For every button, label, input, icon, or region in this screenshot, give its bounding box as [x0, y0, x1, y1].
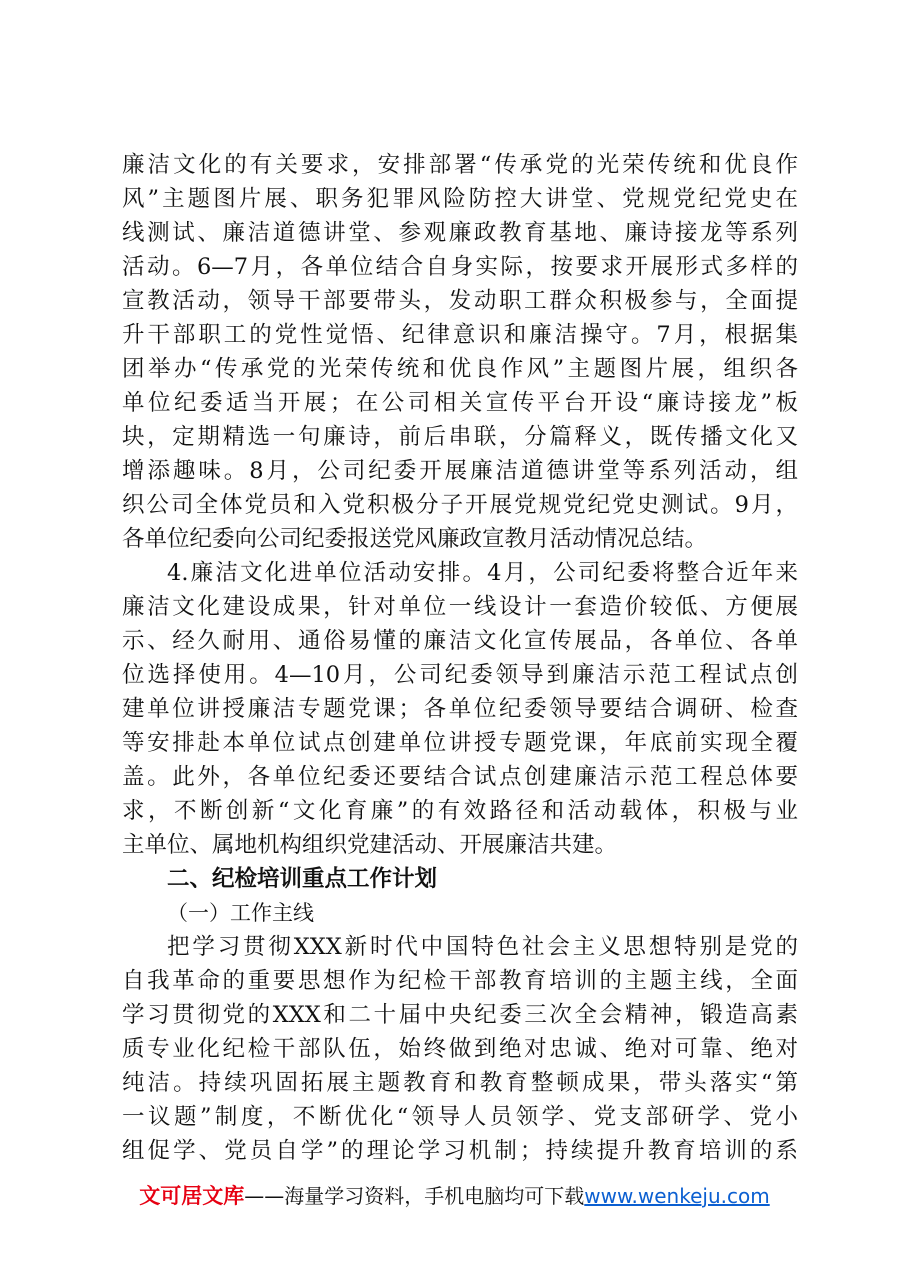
paragraph-line: 团举办“传承党的光荣传统和优良作风”主题图片展，组织各	[122, 356, 798, 382]
paragraph-line: 升干部职工的党性觉悟、纪律意识和廉洁操守。7月，根据集	[122, 322, 798, 348]
paragraph-line: 组促学、党员自学”的理论学习机制；持续提升教育培训的系	[122, 1138, 798, 1164]
paragraph-line: 廉洁文化的有关要求，安排部署“传承党的光荣传统和优良作	[122, 152, 798, 178]
paragraph-line: 4.廉洁文化进单位活动安排。4月，公司纪委将整合近年来	[167, 560, 798, 586]
paragraph-line: 廉洁文化建设成果，针对单位一线设计一套造价较低、方便展	[122, 594, 798, 620]
paragraph-line: 学习贯彻党的XXX和二十届中央纪委三次全会精神，锻造高素	[122, 1002, 798, 1028]
footer-site-link[interactable]: www.wenkeju.com	[584, 1184, 770, 1208]
paragraph-line: 一议题”制度，不断优化“领导人员领学、党支部研学、党小	[122, 1104, 798, 1130]
paragraph-line: 盖。此外，各单位纪委还要结合试点创建廉洁示范工程总体要	[122, 764, 798, 790]
document-body	[122, 148, 798, 1168]
section-heading: 二、纪检培训重点工作计划	[167, 866, 438, 892]
paragraph-line: 风”主题图片展、职务犯罪风险防控大讲堂、党规党纪党史在	[122, 186, 798, 212]
paragraph-line: 把学习贯彻XXX新时代中国特色社会主义思想特别是党的	[167, 934, 798, 960]
paragraph-line: 单位纪委适当开展；在公司相关宣传平台开设“廉诗接龙”板	[122, 390, 798, 416]
paragraph-line: 各单位纪委向公司纪委报送党风廉政宣教月活动情况总结。	[122, 526, 708, 552]
footer-banner	[0, 1182, 909, 1210]
paragraph-line: 块，定期精选一句廉诗，前后串联，分篇释义，既传播文化又	[122, 424, 798, 450]
paragraph-line: 线测试、廉洁道德讲堂、参观廉政教育基地、廉诗接龙等系列	[122, 220, 798, 246]
paragraph-line: 自我革命的重要思想作为纪检干部教育培训的主题主线，全面	[122, 968, 798, 994]
subsection-heading: （一）工作主线	[167, 901, 314, 925]
paragraph-line: 纯洁。持续巩固拓展主题教育和教育整顿成果，带头落实“第	[122, 1070, 798, 1096]
footer-brand: 文可居文库	[139, 1184, 245, 1208]
paragraph-line: 示、经久耐用、通俗易懂的廉洁文化宣传展品，各单位、各单	[122, 628, 798, 654]
paragraph-line: 质专业化纪检干部队伍，始终做到绝对忠诚、绝对可靠、绝对	[122, 1036, 798, 1062]
footer-tagline: ——海量学习资料，手机电脑均可下载	[244, 1184, 585, 1208]
paragraph-line: 等安排赴本单位试点创建单位讲授专题党课，年底前实现全覆	[122, 730, 798, 756]
paragraph-line: 活动。6—7月，各单位结合自身实际，按要求开展形式多样的	[122, 254, 798, 280]
paragraph-line: 位选择使用。4—10月，公司纪委领导到廉洁示范工程试点创	[122, 662, 798, 688]
paragraph-line: 建单位讲授廉洁专题党课；各单位纪委领导要结合调研、检查	[122, 696, 798, 722]
paragraph-line: 织公司全体党员和入党积极分子开展党规党纪党史测试。9月，	[122, 492, 798, 518]
paragraph-line: 求，不断创新“文化育廉”的有效路径和活动载体，积极与业	[122, 798, 798, 824]
paragraph-line: 主单位、属地机构组织党建活动、开展廉洁共建。	[122, 832, 618, 858]
paragraph-line: 增添趣味。8月，公司纪委开展廉洁道德讲堂等系列活动，组	[122, 458, 798, 484]
paragraph-line: 宣教活动，领导干部要带头，发动职工群众积极参与，全面提	[122, 288, 798, 314]
